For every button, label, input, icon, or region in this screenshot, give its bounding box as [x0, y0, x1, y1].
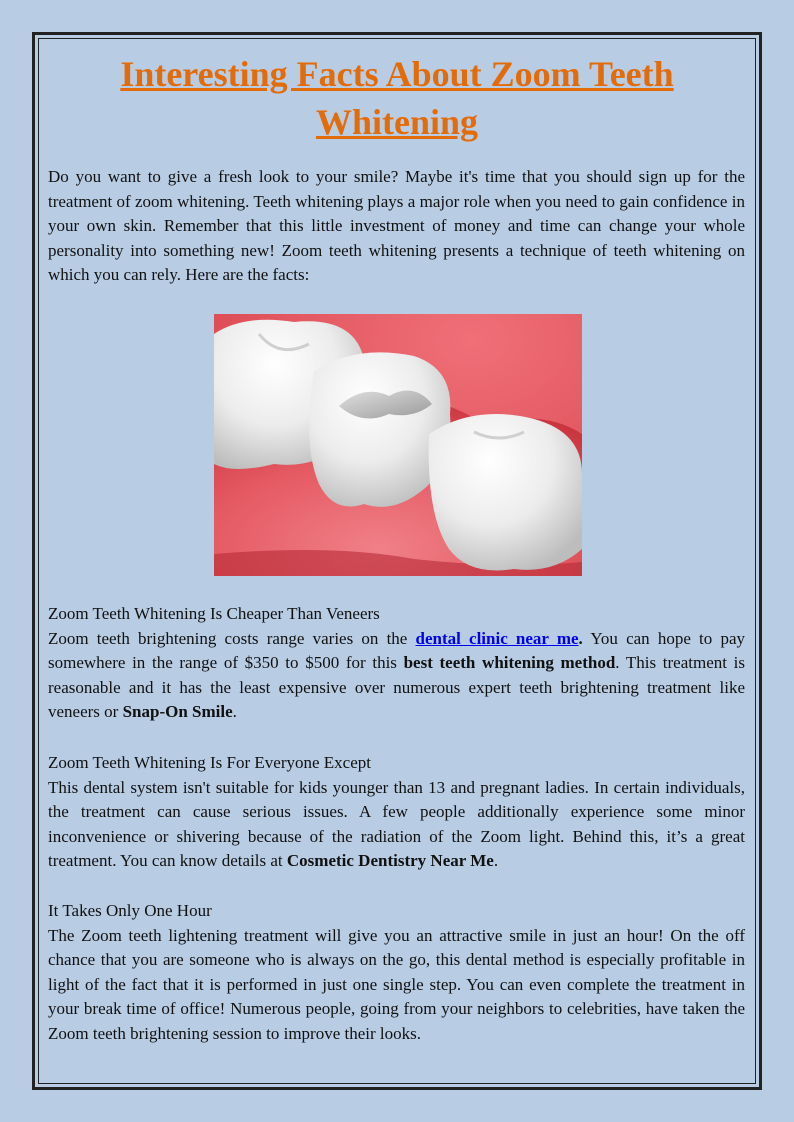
- section-paragraph: [48, 627, 745, 725]
- paragraph-text: . This treatment is reasonable and it has the least expensive over numerous expert teeth brightening treatment like veneers or: [48, 653, 745, 722]
- intro-section: [48, 165, 745, 288]
- section-everyone-except: [48, 751, 745, 874]
- paragraph-text: You can hope to pay somewhere in the range of $350 to $500 for this: [48, 628, 745, 673]
- snap-on-smile-text: Snap-On Smile: [122, 702, 233, 722]
- paragraph-text: Zoom teeth brightening costs range varies on the: [48, 628, 416, 648]
- section-paragraph: This dental system isn't suitable for kids younger than 13 and pregnant ladies. In certain individuals, the treatment can cause serious issues. A few people additionally experience some minor inconvenience or shivering because of the radiation of the Zoom light. Behind this, it’s a great treatment. You can know details at Cosmetic Dentistry Near Me.: [48, 777, 745, 871]
- section-heading: Zoom Teeth Whitening Is Cheaper Than Veneers: [48, 604, 380, 623]
- section-one-hour: [48, 899, 745, 1047]
- best-method-text: best teeth whitening method: [403, 653, 616, 673]
- section-cheaper: [48, 602, 745, 725]
- teeth-photo: [214, 314, 582, 576]
- dental-clinic-link[interactable]: dental clinic near me: [415, 628, 579, 648]
- section-paragraph: The Zoom teeth lightening treatment will give you an attractive smile in just an hour! On the off chance that you are someone who is always on the go, this dental method is especially profitable in light of the fact that it is performed in just one single step. You can even complete the treatment in your break time of office! Numerous people, going from your neighbors to celebrities, have taken the Zoom teeth brightening session to improve their looks.: [48, 925, 745, 1043]
- section-heading: Zoom Teeth Whitening Is For Everyone Except: [48, 753, 371, 772]
- intro-paragraph: Do you want to give a fresh look to your smile? Maybe it's time that you should sign up for the treatment of zoom whitening. Teeth whitening plays a major role when you need to gain confidence in your own skin. Remember that this little investment of money and time can change your whole personality into something new! Zoom teeth whitening presents a technique of teeth whitening on which you can rely. Here are the facts:: [48, 167, 745, 285]
- cosmetic-dentistry-text: Cosmetic Dentistry Near Me: [286, 851, 494, 871]
- section-heading: It Takes Only One Hour: [48, 901, 212, 920]
- teeth-illustration-icon: [214, 314, 582, 576]
- punctuation: .: [578, 628, 583, 648]
- paragraph-text: .: [232, 702, 237, 722]
- page-title: Interesting Facts About Zoom Teeth Whitening: [120, 54, 674, 142]
